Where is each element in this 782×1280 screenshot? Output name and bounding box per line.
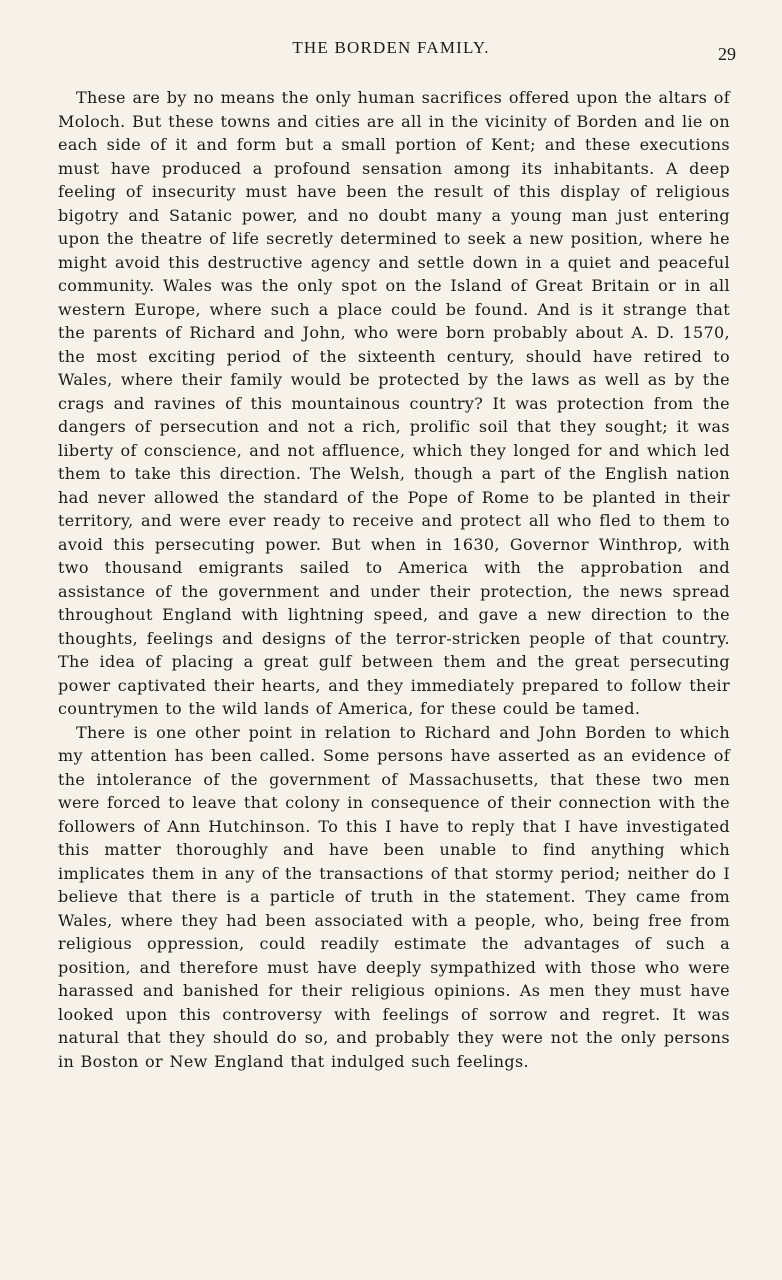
running-header bbox=[0, 38, 782, 66]
running-title: THE BORDEN FAMILY. bbox=[292, 38, 490, 57]
page-number: 29 bbox=[718, 44, 736, 64]
body-text bbox=[58, 86, 730, 1073]
paragraph: These are by no means the only human sacrifices offered upon the altars of Moloch. But these towns and cities are all in the vicinity of Borden and lie on each side of it and form but a small portion of Kent; and these executions must have produced a profound sensation among its inhabitants. A deep feeling of insecurity must have been the result of this display of religious bigotry and Satanic power, and no doubt many a young man just entering upon the theatre of life secretly determined to seek a new position, where he might avoid this destructive agency and settle down in a quiet and peaceful community. Wales was the only spot on the Island of Great Britain or in all western Europe, where such a place could be found. And is it strange that the parents of Richard and John, who were born probably about A. D. 1570, the most exciting period of the sixteenth century, should have retired to Wales, where their family would be protected by the laws as well as by the crags and ravines of this mountainous country? It was protection from the dangers of persecution and not a rich, prolific soil that they sought; it was liberty of conscience, and not affluence, which they longed for and which led them to take this direction. The Welsh, though a part of the English nation had never allowed the standard of the Pope of Rome to be planted in their territory, and were ever ready to receive and protect all who fled to them to avoid this persecuting power. But when in 1630, Governor Winthrop, with two thousand emigrants sailed to America with the approbation and assistance of the government and under their protection, the news spread throughout England with lightning speed, and gave a new direction to the thoughts, feelings and designs of the terror-stricken people of that country. The idea of placing a great gulf between them and the great persecuting power captivated their hearts, and they immediately prepared to follow their countrymen to the wild lands of America, for these could be tamed. bbox=[58, 88, 730, 718]
paragraph: There is one other point in relation to Richard and John Borden to which my attention has been called. Some persons have asserted as an evidence of the intolerance of the government of Massachusetts, that these two men were forced to leave that colony in consequence of their connection with the followers of Ann Hutchinson. To this I have to reply that I have investigated this matter thoroughly and have been unable to find anything which implicates them in any of the transactions of that stormy period; neither do I believe that there is a particle of truth in the statement. They came from Wales, where they had been associated with a people, who, being free from religious oppression, could readily estimate the advantages of such a position, and therefore must have deeply sympathized with those who were harassed and banished for their religious opinions. As men they must have looked upon this controversy with feelings of sorrow and regret. It was natural that they should do so, and probably they were not the only persons in Boston or New England that indulged such feelings. bbox=[58, 722, 730, 1071]
